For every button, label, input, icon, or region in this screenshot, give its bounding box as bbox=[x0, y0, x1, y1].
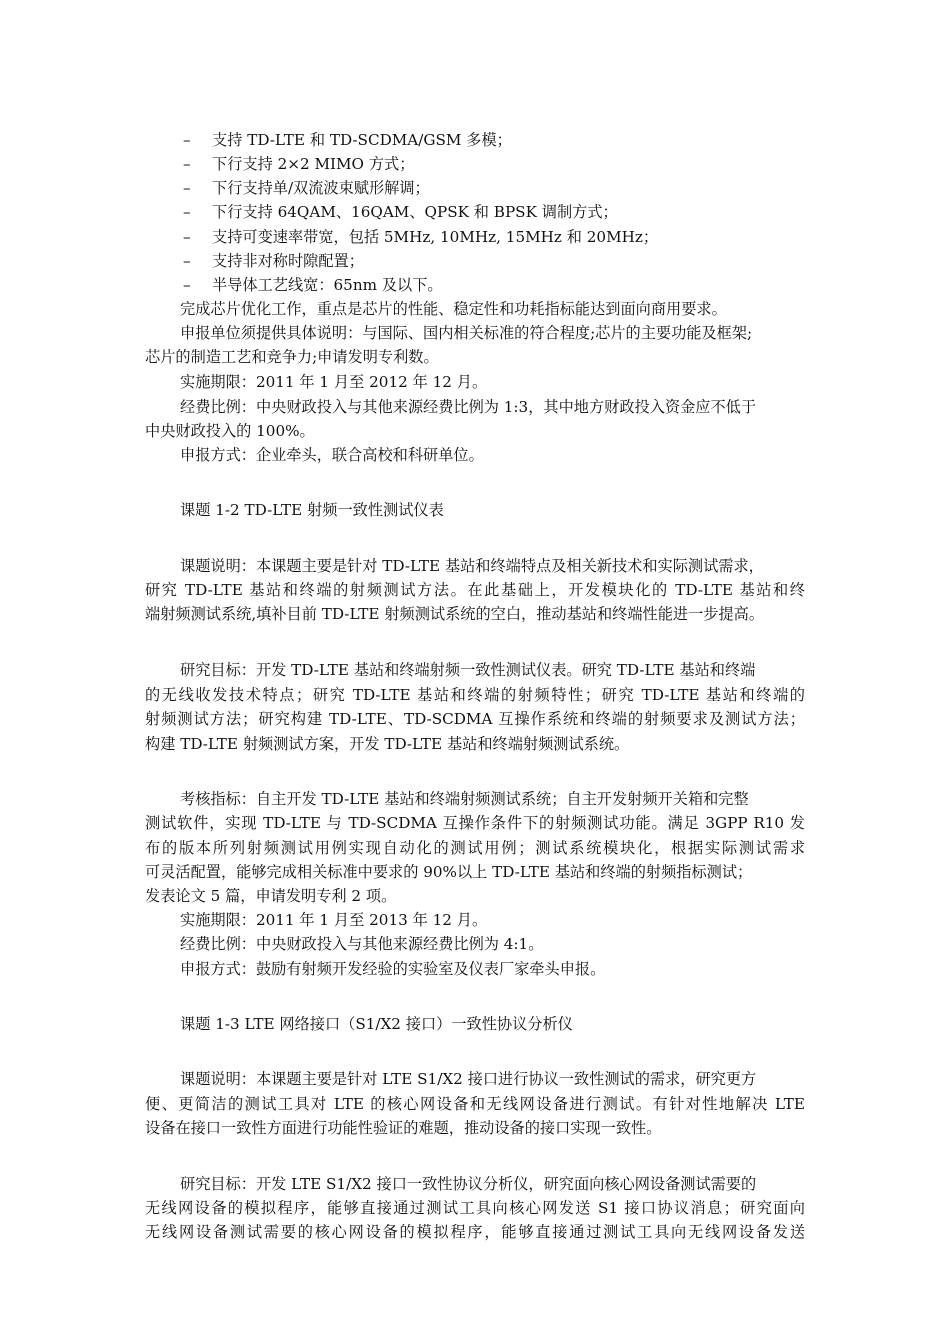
paragraph-line: 研究目标：开发 TD-LTE 基站和终端射频一致性测试仪表。研究 TD-LTE 基站和终端 bbox=[180, 661, 756, 679]
paragraph-line: 研究目标：开发 LTE S1/X2 接口一致性协议分析仪，研究面向核心网设备测试需要的 bbox=[180, 1175, 757, 1193]
bullet-dash: – bbox=[183, 155, 191, 173]
paragraph-line: 可灵活配置，能够完成相关标准中要求的 90%以上 TD-LTE 基站和终端的射频指标测试； bbox=[145, 863, 753, 881]
paragraph-line: 课题说明：本课题主要是针对 TD-LTE 基站和终端特点及相关新技术和实际测试需求， bbox=[180, 557, 764, 575]
bullet-dash: – bbox=[183, 276, 191, 294]
bullet-dash: – bbox=[183, 131, 191, 149]
paragraph-line: 中央财政投入的 100%。 bbox=[145, 422, 315, 440]
paragraph-line: 无线网设备测试需要的核心网设备的模拟程序，能够直接通过测试工具向无线网设备发送 bbox=[145, 1223, 805, 1241]
bullet-text: 下行支持单/双流波束赋形解调； bbox=[212, 179, 430, 197]
paragraph-line: 布的版本所列射频测试用例实现自动化的测试用例；测试系统模块化，根据实际测试需求 bbox=[145, 839, 805, 857]
section-heading: 课题 1-2 TD-LTE 射频一致性测试仪表 bbox=[180, 501, 444, 519]
paragraph-line: 完成芯片优化工作，重点是芯片的性能、稳定性和功耗指标能达到面向商用要求。 bbox=[180, 300, 727, 318]
paragraph-line: 申报单位须提供具体说明：与国际、国内相关标准的符合程度;芯片的主要功能及框架; bbox=[180, 324, 753, 342]
paragraph-line: 端射频测试系统,填补目前 TD-LTE 射频测试系统的空白，推动基站和终端性能进一步提高。 bbox=[145, 605, 765, 623]
paragraph-line: 设备在接口一致性方面进行功能性验证的难题，推动设备的接口实现一致性。 bbox=[145, 1119, 662, 1137]
bullet-dash: – bbox=[183, 179, 191, 197]
paragraph-line: 考核指标：自主开发 TD-LTE 基站和终端射频测试系统；自主开发射频开关箱和完整 bbox=[180, 790, 749, 808]
paragraph-line: 构建 TD-LTE 射频测试方案，开发 TD-LTE 基站和终端射频测试系统。 bbox=[145, 735, 630, 753]
bullet-dash: – bbox=[183, 252, 191, 270]
paragraph-line: 的无线收发技术特点；研究 TD-LTE 基站和终端的射频特性；研究 TD-LTE 基站和终端的 bbox=[145, 686, 805, 704]
bullet-text: 支持非对称时隙配置； bbox=[212, 252, 364, 270]
section-heading: 课题 1-3 LTE 网络接口（S1/X2 接口）一致性协议分析仪 bbox=[180, 1015, 573, 1033]
paragraph-line: 研究 TD-LTE 基站和终端的射频测试方法。在此基础上，开发模块化的 TD-LTE 基站和终 bbox=[145, 581, 805, 599]
bullet-dash: – bbox=[183, 228, 191, 246]
paragraph-line: 实施期限：2011 年 1 月至 2012 年 12 月。 bbox=[180, 373, 488, 391]
paragraph-line: 经费比例：中央财政投入与其他来源经费比例为 4:1。 bbox=[180, 935, 544, 953]
bullet-text: 支持 TD-LTE 和 TD-SCDMA/GSM 多模； bbox=[212, 131, 512, 149]
paragraph-line: 经费比例：中央财政投入与其他来源经费比例为 1:3，其中地方财政投入资金应不低于 bbox=[180, 398, 757, 416]
paragraph-line: 测试软件，实现 TD-LTE 与 TD-SCDMA 互操作条件下的射频测试功能。满足 3GPP R10 发 bbox=[145, 814, 805, 832]
paragraph-line: 发表论文 5 篇，申请发明专利 2 项。 bbox=[145, 887, 397, 905]
paragraph-line: 申报方式：鼓励有射频开发经验的实验室及仪表厂家牵头申报。 bbox=[180, 960, 606, 978]
paragraph-line: 无线网设备的模拟程序，能够直接通过测试工具向核心网发送 S1 接口协议消息；研究面向 bbox=[145, 1199, 805, 1217]
paragraph-line: 射频测试方法；研究构建 TD-LTE、TD-SCDMA 互操作系统和终端的射频要求及测试方法； bbox=[145, 710, 805, 728]
bullet-dash: – bbox=[183, 203, 191, 221]
paragraph-line: 芯片的制造工艺和竞争力;申请发明专利数。 bbox=[145, 348, 439, 366]
paragraph-line: 课题说明：本课题主要是针对 LTE S1/X2 接口进行协议一致性测试的需求，研究更方 bbox=[180, 1070, 757, 1088]
bullet-text: 下行支持 64QAM、16QAM、QPSK 和 BPSK 调制方式； bbox=[212, 203, 618, 221]
paragraph-line: 实施期限：2011 年 1 月至 2013 年 12 月。 bbox=[180, 911, 488, 929]
bullet-text: 支持可变速率带宽，包括 5MHz, 10MHz, 15MHz 和 20MHz； bbox=[212, 228, 659, 246]
paragraph-line: 便、更简洁的测试工具对 LTE 的核心网设备和无线网设备进行测试。有针对性地解决 LTE bbox=[145, 1095, 805, 1113]
bullet-text: 半导体工艺线宽：65nm 及以下。 bbox=[212, 276, 443, 294]
bullet-text: 下行支持 2×2 MIMO 方式； bbox=[212, 155, 415, 173]
paragraph-line: 申报方式：企业牵头，联合高校和科研单位。 bbox=[180, 446, 484, 464]
